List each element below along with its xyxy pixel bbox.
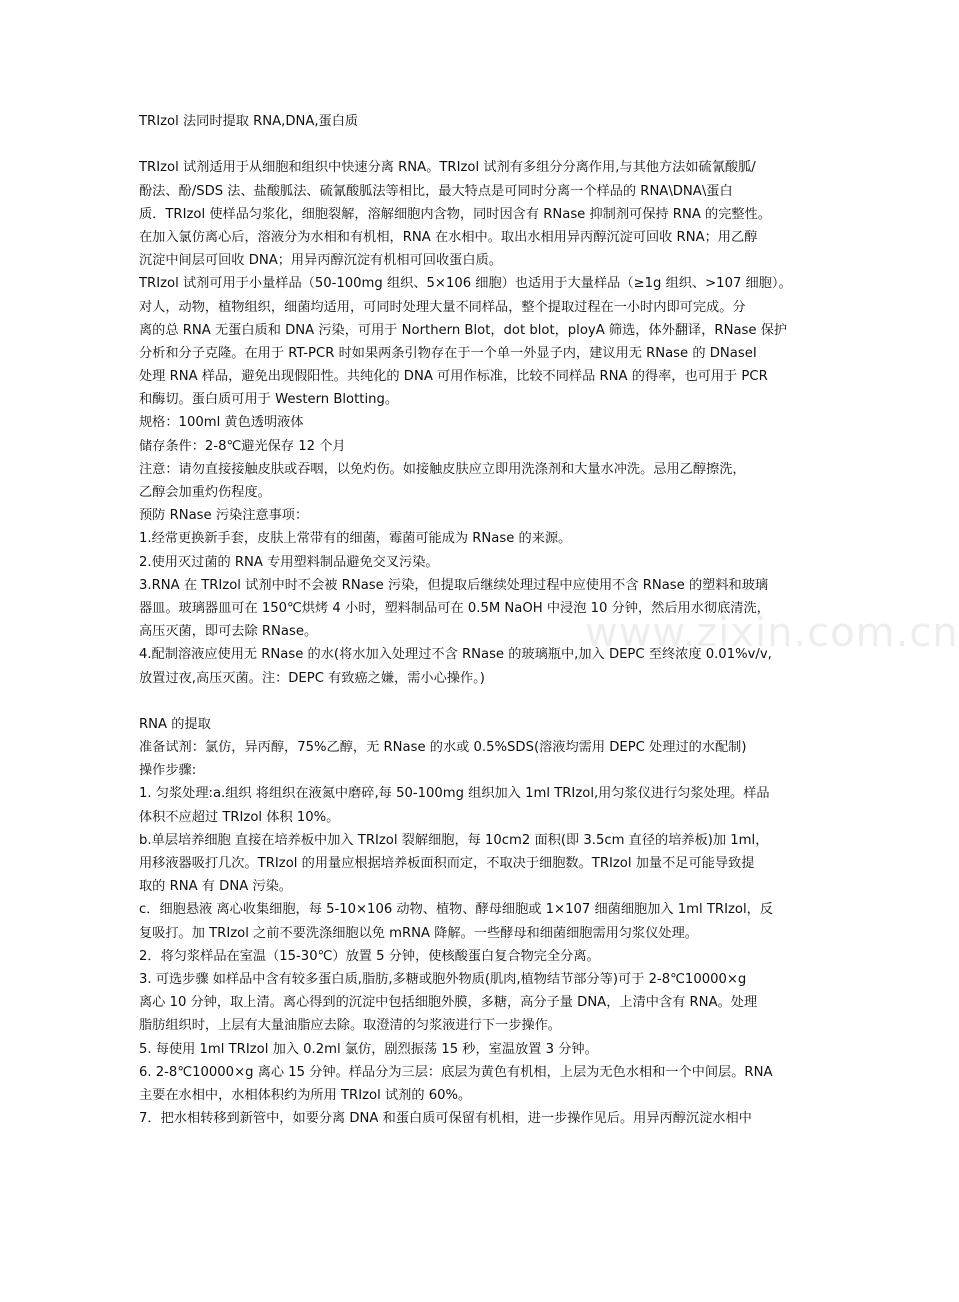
paragraph-line: TRIzol 试剂可用于小量样品（50-100mg 组织、5×106 细胞）也适用于大量样品（≥1g 组织、>107 细胞）。 xyxy=(139,276,792,292)
paragraph-line: 质．TRIzol 使样品匀浆化，细胞裂解，溶解细胞内含物，同时因含有 RNase 抑制剂可保持 RNA 的完整性。 xyxy=(139,206,771,222)
procedure-line: 3. 可选步骤 如样品中含有较多蛋白质,脂肪,多糖或胞外物质(肌肉,植物结节部分等)可于 2-8℃10000×g xyxy=(139,971,747,987)
paragraph-line: 放置过夜,高压灭菌。注：DEPC 有致癌之嫌，需小心操作。) xyxy=(139,670,485,686)
procedure-line: RNA 的提取 xyxy=(139,716,211,732)
paragraph-line: 高压灭菌，即可去除 RNase。 xyxy=(139,624,318,640)
paragraph-line: 沉淀中间层可回收 DNA；用异丙醇沉淀有机相可回收蛋白质。 xyxy=(139,253,502,269)
procedure-line: 操作步骤: xyxy=(139,763,197,779)
paragraph-line: 注意：请勿直接接触皮肤或吞咽，以免灼伤。如接触皮肤应立即用洗涤剂和大量水冲洗。忌用乙醇擦洗， xyxy=(139,461,746,477)
procedure-line: 用移液器吸打几次。TRIzol 的用量应根据培养板面积而定，不取决于细胞数。TRIzol 加量不足可能导致提 xyxy=(139,856,755,871)
procedure-line: 6. 2-8℃10000×g 离心 15 分钟。样品分为三层：底层为黄色有机相，上层为无色水相和一个中间层。RNA xyxy=(139,1064,773,1080)
procedure-line: 5. 每使用 1ml TRIzol 加入 0.2ml 氯仿，剧烈振荡 15 秒，室温放置 3 分钟。 xyxy=(139,1041,598,1057)
watermark: www.zixin.com.cn xyxy=(585,610,959,656)
paragraph-line: 4.配制溶液应使用无 RNase 的水(将水加入处理过不含 RNase 的玻璃瓶中,加入 DEPC 至终浓度 0.01%v/v, xyxy=(139,647,772,663)
paragraph-line: 处理 RNA 样品，避免出现假阳性。共纯化的 DNA 可用作标准，比较不同样品 RNA 的得率，也可用于 PCR xyxy=(139,369,768,385)
paragraph-line: 酚法、酚/SDS 法、盐酸胍法、硫氰酸胍法等相比，最大特点是可同时分离一个样品的 RNA\DNA\蛋白 xyxy=(139,183,733,199)
paragraph-line: 规格：100ml 黄色透明液体 xyxy=(139,415,304,431)
document-title: TRIzol 法同时提取 RNA,DNA,蛋白质 xyxy=(139,114,359,129)
paragraph-line: TRIzol 试剂适用于从细胞和组织中快速分离 RNA。TRIzol 试剂有多组分分离作用,与其他方法如硫氰酸胍/ xyxy=(139,160,756,176)
procedure-line: 7．把水相转移到新管中，如要分离 DNA 和蛋白质可保留有机相，进一步操作见后。用异丙醇沉淀水相中 xyxy=(139,1111,752,1127)
paragraph-line: 预防 RNase 污染注意事项： xyxy=(139,508,309,524)
paragraph-line: 对人，动物，植物组织，细菌均适用，可同时处理大量不同样品，整个提取过程在一小时内即可完成。分 xyxy=(139,299,746,315)
document-body xyxy=(139,110,792,1130)
rna-extraction-section xyxy=(139,713,789,1130)
paragraph-line: 乙醇会加重灼伤程度。 xyxy=(139,485,271,500)
paragraph-line: 器皿。玻璃器皿可在 150℃烘烤 4 小时，塑料制品可在 0.5M NaOH 中浸泡 10 分钟，然后用水彻底清洗， xyxy=(139,600,770,616)
procedure-line: 准备试剂：氯仿，异丙醇，75%乙醇，无 RNase 的水或 0.5%SDS(溶液均需用 DEPC 处理过的水配制) xyxy=(139,740,747,756)
procedure-line: 主要在水相中，水相体积约为所用 TRIzol 试剂的 60%。 xyxy=(139,1087,472,1103)
paragraph-line: 3.RNA 在 TRIzol 试剂中时不会被 RNase 污染，但提取后继续处理过程中应使用不含 RNase 的塑料和玻璃 xyxy=(139,577,769,593)
paragraph-line: 1.经常更换新手套，皮肤上常带有的细菌，霉菌可能成为 RNase 的来源。 xyxy=(139,531,572,547)
paragraph-line: 离的总 RNA 无蛋白质和 DNA 污染，可用于 Northern Blot，dot blot，ployA 筛选，体外翻译，RNase 保护 xyxy=(139,322,788,338)
blank-line xyxy=(139,690,789,713)
procedure-line: 体积不应超过 TRIzol 体积 10%。 xyxy=(139,809,340,825)
paragraph-line: 分析和分子克隆。在用于 RT-PCR 时如果两条引物存在于一个单一外显子内，建议用无 RNase 的 DNaseⅠ xyxy=(139,345,757,361)
procedure-line: 取的 RNA 有 DNA 污染。 xyxy=(139,879,292,895)
procedure-line: 离心 10 分钟，取上清。离心得到的沉淀中包括细胞外膜，多糖，高分子量 DNA，上清中含有 RNA。处理 xyxy=(139,995,758,1011)
procedure-line: 复吸打。加 TRIzol 之前不要洗涤细胞以免 mRNA 降解。一些酵母和细菌细胞需用匀浆仪处理。 xyxy=(139,925,698,941)
blank-line xyxy=(139,133,789,156)
procedure-line: b.单层培养细胞 直接在培养板中加入 TRIzol 裂解细胞，每 10cm2 面积(即 3.5cm 直径的培养板)加 1ml， xyxy=(139,832,769,848)
procedure-line: c．细胞悬液 离心收集细胞，每 5-10×106 动物、植物、酵母细胞或 1×107 细菌细胞加入 1ml TRIzol，反 xyxy=(139,902,774,918)
paragraph-line: 在加入氯仿离心后，溶液分为水相和有机相，RNA 在水相中。取出水相用异丙醇沉淀可回收 RNA；用乙醇 xyxy=(139,229,758,245)
paragraph-line: 和酶切。蛋白质可用于 Western Blotting。 xyxy=(139,392,399,408)
paragraph-line: 2.使用灭过菌的 RNA 专用塑料制品避免交叉污染。 xyxy=(139,554,439,570)
procedure-line: 1. 匀浆处理:a.组织 将组织在液氮中磨碎,每 50-100mg 组织加入 1ml TRIzol,用匀浆仪进行匀浆处理。样品 xyxy=(139,786,770,802)
intro-section xyxy=(139,156,792,689)
paragraph-line: 储存条件：2-8℃避光保存 12 个月 xyxy=(139,438,346,454)
procedure-line: 脂肪组织时，上层有大量油脂应去除。取澄清的匀浆液进行下一步操作。 xyxy=(139,1018,561,1034)
procedure-line: 2．将匀浆样品在室温（15-30℃）放置 5 分钟，使核酸蛋白复合物完全分离。 xyxy=(139,948,600,964)
